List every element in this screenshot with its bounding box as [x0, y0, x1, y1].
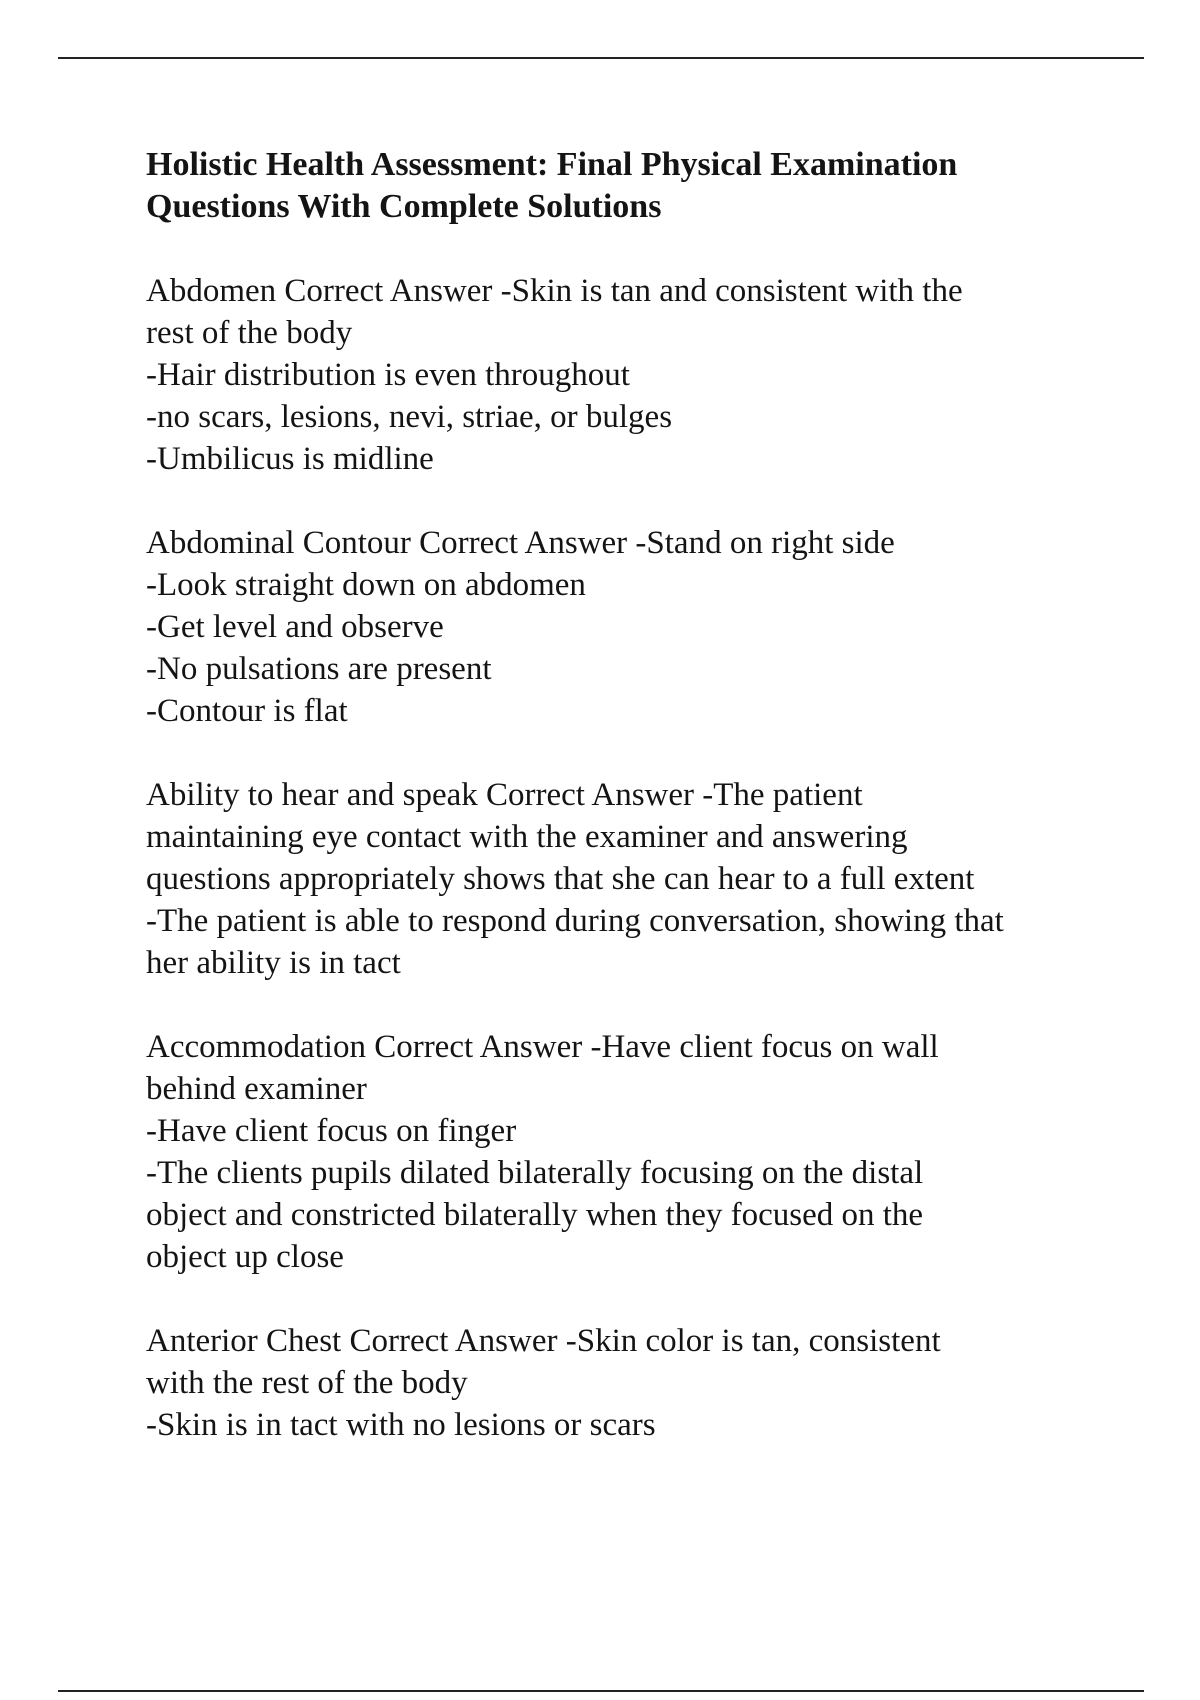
entry-line: maintaining eye contact with the examiner and answering [146, 819, 908, 855]
entry-line: object up close [146, 1239, 344, 1275]
entry-line: Anterior Chest Correct Answer -Skin color is tan, consistent [146, 1323, 941, 1359]
qa-entry-abdomen [146, 270, 1106, 480]
entry-line: -Hair distribution is even throughout [146, 357, 630, 393]
entry-line: -Skin is in tact with no lesions or scars [146, 1407, 656, 1443]
qa-entry-anterior-chest [146, 1320, 1106, 1446]
entry-line: rest of the body [146, 315, 353, 351]
entry-line: -Umbilicus is midline [146, 441, 434, 477]
entry-line: -Have client focus on finger [146, 1113, 517, 1149]
qa-entry-abdominal-contour [146, 522, 1106, 732]
qa-entry-accommodation [146, 1026, 1106, 1278]
title-line: Questions With Complete Solutions [146, 188, 662, 225]
entry-line: -Contour is flat [146, 693, 348, 729]
entry-line: her ability is in tact [146, 945, 401, 981]
entry-line: Abdominal Contour Correct Answer -Stand on right side [146, 525, 895, 561]
top-rule [58, 57, 1144, 59]
entry-line: with the rest of the body [146, 1365, 468, 1401]
entry-line: -Get level and observe [146, 609, 444, 645]
entry-line: -The clients pupils dilated bilaterally focusing on the distal [146, 1155, 924, 1191]
entry-line: Ability to hear and speak Correct Answer -The patient [146, 777, 863, 813]
document-body [146, 144, 1106, 1488]
entry-line: -No pulsations are present [146, 651, 492, 687]
qa-entry-ability-to-hear-and-speak [146, 774, 1106, 984]
title-line: Holistic Health Assessment: Final Physical Examination [146, 146, 958, 183]
entry-line: questions appropriately shows that she can hear to a full extent [146, 861, 975, 897]
entry-line: Abdomen Correct Answer -Skin is tan and consistent with the [146, 273, 963, 309]
entry-line: -Look straight down on abdomen [146, 567, 586, 603]
entry-line: -The patient is able to respond during conversation, showing that [146, 903, 1004, 939]
entry-line: object and constricted bilaterally when they focused on the [146, 1197, 924, 1233]
document-title [146, 144, 1106, 228]
entry-line: behind examiner [146, 1071, 367, 1107]
bottom-rule [58, 1690, 1144, 1692]
entry-line: -no scars, lesions, nevi, striae, or bulges [146, 399, 673, 435]
entry-line: Accommodation Correct Answer -Have client focus on wall [146, 1029, 939, 1065]
